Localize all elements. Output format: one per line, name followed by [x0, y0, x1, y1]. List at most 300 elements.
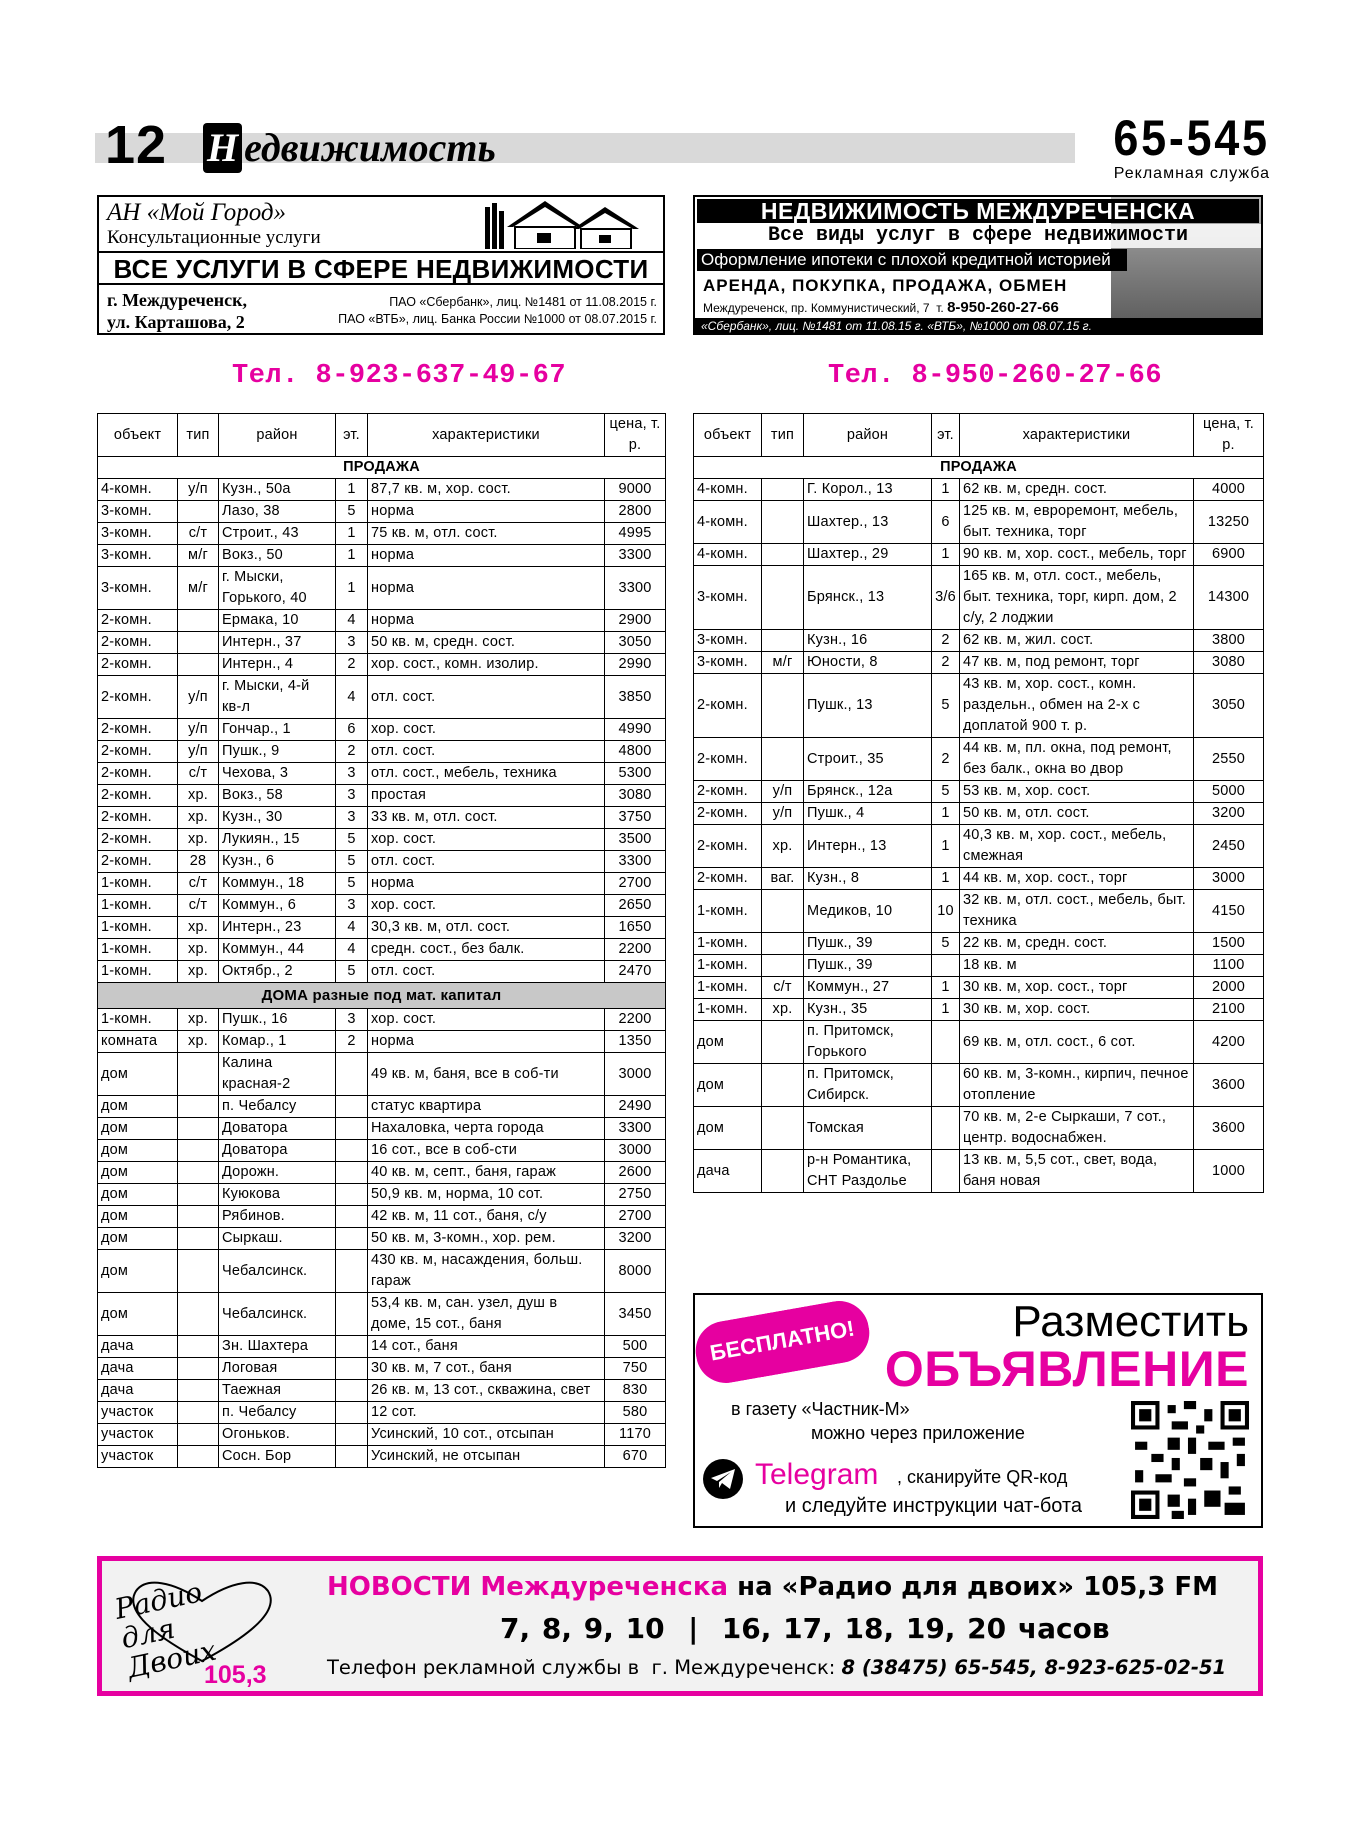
cell-type [178, 654, 219, 676]
cell-type [178, 1096, 219, 1118]
cell-price: 3300 [605, 545, 666, 567]
cell-floor: 10 [932, 890, 960, 933]
cell-features: отл. сост. [368, 676, 605, 719]
table-row [98, 479, 666, 501]
cell-object: дом [694, 1064, 762, 1107]
table-row [98, 763, 666, 785]
cell-features: 40 кв. м, септ., баня, гараж [368, 1162, 605, 1184]
phone-left: Тел. 8-923-637-49-67 [232, 361, 567, 391]
cell-features: 47 кв. м, под ремонт, торг [960, 652, 1194, 674]
cell-features: норма [368, 1031, 605, 1053]
cell-features: норма [368, 567, 605, 610]
cell-features: 70 кв. м, 2-е Сыркаши, 7 сот., центр. водоснабжен. [960, 1107, 1194, 1150]
cell-floor [932, 1107, 960, 1150]
section-header-row [98, 983, 666, 1009]
cell-price: 1170 [605, 1424, 666, 1446]
table-row [98, 1293, 666, 1336]
cell-price: 4990 [605, 719, 666, 741]
page-number: 12 [105, 115, 168, 175]
cell-features: хор. сост. [368, 829, 605, 851]
table-row [98, 1228, 666, 1250]
cell-price: 2800 [605, 501, 666, 523]
cell-floor: 2 [336, 1031, 368, 1053]
cell-features: хор. сост., комн. изолир. [368, 654, 605, 676]
cell-object: 4-комн. [694, 479, 762, 501]
cell-type [178, 1228, 219, 1250]
cell-object: 2-комн. [98, 741, 178, 763]
cell-price: 670 [605, 1446, 666, 1468]
cell-features: отл. сост. [368, 961, 605, 983]
agency-address [107, 289, 247, 333]
agency-left-ad [97, 195, 665, 335]
cell-floor: 5 [336, 829, 368, 851]
cell-type [762, 738, 804, 781]
cell-features: Усинский, не отсыпан [368, 1446, 605, 1468]
cell-type [762, 544, 804, 566]
promo-box [693, 1293, 1263, 1528]
cell-price: 1500 [1194, 933, 1264, 955]
cell-object: 2-комн. [98, 676, 178, 719]
qr-code-icon[interactable] [1131, 1401, 1249, 1519]
cell-floor [932, 1150, 960, 1193]
cell-price: 2600 [605, 1162, 666, 1184]
cell-district: Октябр., 2 [219, 961, 336, 983]
cell-object: участок [98, 1402, 178, 1424]
table-row [98, 1424, 666, 1446]
col-type: тип [762, 414, 804, 457]
cell-type: 28 [178, 851, 219, 873]
cell-object: 2-комн. [694, 803, 762, 825]
table-row [694, 955, 1264, 977]
cell-type [762, 955, 804, 977]
cell-district: Интерн., 37 [219, 632, 336, 654]
table-row [98, 807, 666, 829]
left-table-body [98, 457, 666, 1468]
cell-type [178, 610, 219, 632]
cell-floor [336, 1380, 368, 1402]
radio-phone-numbers: 8 (38475) 65-545, 8-923-625-02-51 [841, 1656, 1227, 1679]
cell-object: 1-комн. [98, 939, 178, 961]
cell-features: статус квартира [368, 1096, 605, 1118]
table-row [98, 917, 666, 939]
cell-object: дом [98, 1096, 178, 1118]
cell-type [178, 1358, 219, 1380]
cell-type [178, 1446, 219, 1468]
cell-price: 2650 [605, 895, 666, 917]
cell-district: Коммун., 18 [219, 873, 336, 895]
cell-type [178, 1424, 219, 1446]
cell-object: 2-комн. [694, 825, 762, 868]
cell-district: Пушк., 4 [804, 803, 932, 825]
section-header: ПРОДАЖА [98, 457, 666, 479]
cell-object: 4-комн. [694, 501, 762, 544]
cell-type [762, 890, 804, 933]
table-row [98, 1162, 666, 1184]
cell-object: 3-комн. [98, 501, 178, 523]
cell-price: 2700 [605, 1206, 666, 1228]
cell-type: у/п [762, 781, 804, 803]
table-row [694, 999, 1264, 1021]
cell-type [762, 566, 804, 630]
cell-district: Рябинов. [219, 1206, 336, 1228]
cell-type [178, 1053, 219, 1096]
cell-district: Кузн., 30 [219, 807, 336, 829]
cell-type [762, 1150, 804, 1193]
cell-district: Кузн., 16 [804, 630, 932, 652]
radio-news-line [327, 1569, 1218, 1605]
cell-object: 1-комн. [98, 917, 178, 939]
promo-line5: и следуйте инструкции чат-бота [785, 1495, 1083, 1517]
listings-table-left [97, 413, 666, 1468]
radio-news-pink: НОВОСТИ Междуреченска [327, 1572, 729, 1602]
col-features: характеристики [960, 414, 1194, 457]
section-header: ДОМА разные под мат. капитал [98, 983, 666, 1009]
table-row [98, 1446, 666, 1468]
cell-features: отл. сост. [368, 851, 605, 873]
cell-price: 2200 [605, 1009, 666, 1031]
table-row [694, 977, 1264, 999]
cell-features: 33 кв. м, отл. сост. [368, 807, 605, 829]
cell-type [762, 1107, 804, 1150]
cell-object: дача [98, 1336, 178, 1358]
agency-right-address [703, 300, 1059, 316]
cell-district: Интерн., 4 [219, 654, 336, 676]
cell-district: Кузн., 8 [804, 868, 932, 890]
cell-type: с/т [762, 977, 804, 999]
cell-type [762, 479, 804, 501]
cell-floor: 1 [932, 825, 960, 868]
listings-table-right [693, 413, 1264, 1193]
cell-price: 3600 [1194, 1107, 1264, 1150]
table-row [98, 1009, 666, 1031]
cell-floor [336, 1053, 368, 1096]
col-type: тип [178, 414, 219, 457]
cell-district: Сыркаш. [219, 1228, 336, 1250]
cell-floor [932, 955, 960, 977]
ad-service-label: Рекламная служба [1113, 165, 1270, 182]
cell-features: 26 кв. м, 13 сот., скважина, свет [368, 1380, 605, 1402]
cell-features: 75 кв. м, отл. сост. [368, 523, 605, 545]
cell-district: Куюкова [219, 1184, 336, 1206]
cell-features: 44 кв. м, хор. сост., торг [960, 868, 1194, 890]
cell-features: 12 сот. [368, 1402, 605, 1424]
cell-district: Вокз., 50 [219, 545, 336, 567]
cell-object: 2-комн. [694, 738, 762, 781]
cell-district: Пушк., 16 [219, 1009, 336, 1031]
cell-floor [336, 1118, 368, 1140]
cell-features: 50,9 кв. м, норма, 10 сот. [368, 1184, 605, 1206]
cell-features: 18 кв. м [960, 955, 1194, 977]
table-row [98, 1250, 666, 1293]
table-row [98, 1402, 666, 1424]
cell-object: дача [694, 1150, 762, 1193]
cell-floor: 3 [336, 632, 368, 654]
table-row [98, 676, 666, 719]
cell-floor: 5 [336, 501, 368, 523]
agency-address-line2: ул. Карташова, 2 [107, 312, 245, 332]
cell-price: 2900 [605, 610, 666, 632]
table-row [98, 1206, 666, 1228]
cell-floor: 2 [932, 652, 960, 674]
table-row [98, 785, 666, 807]
cell-floor: 4 [336, 917, 368, 939]
cell-features: 30 кв. м, хор. сост. [960, 999, 1194, 1021]
cell-object: дача [98, 1358, 178, 1380]
cell-floor: 1 [932, 544, 960, 566]
cell-floor: 2 [336, 654, 368, 676]
cell-features: 62 кв. м, средн. сост. [960, 479, 1194, 501]
cell-type: у/п [762, 803, 804, 825]
cell-floor: 5 [932, 781, 960, 803]
radio-phone-prefix: Телефон рекламной службы в г. Междуреченск: [327, 1656, 842, 1679]
cell-price: 1100 [1194, 955, 1264, 977]
cell-features: норма [368, 873, 605, 895]
cell-district: Строит., 35 [804, 738, 932, 781]
cell-floor: 5 [336, 851, 368, 873]
cell-features: 30 кв. м, хор. сост., торг [960, 977, 1194, 999]
table-row [98, 501, 666, 523]
radio-frequency: 105,3 [204, 1661, 267, 1689]
cell-floor: 4 [336, 610, 368, 632]
cell-price: 3800 [1194, 630, 1264, 652]
cell-district: Кузн., 35 [804, 999, 932, 1021]
cell-object: 3-комн. [694, 566, 762, 630]
cell-features: 53 кв. м, хор. сост. [960, 781, 1194, 803]
cell-features: 125 кв. м, евроремонт, мебель, быт. техника, торг [960, 501, 1194, 544]
houses-icon [483, 199, 643, 249]
col-floor: эт. [932, 414, 960, 457]
cell-price: 4200 [1194, 1021, 1264, 1064]
cell-price: 3300 [605, 1118, 666, 1140]
table-row [98, 895, 666, 917]
table-row [98, 523, 666, 545]
cell-floor [336, 1140, 368, 1162]
col-district: район [219, 414, 336, 457]
mortgage-line: Оформление ипотеки с плохой кредитной историей [697, 249, 1127, 271]
cell-district: Строит., 43 [219, 523, 336, 545]
cell-price: 3500 [605, 829, 666, 851]
cell-district: Калина красная-2 [219, 1053, 336, 1096]
cell-district: Интерн., 23 [219, 917, 336, 939]
cell-object: дом [98, 1293, 178, 1336]
phone-right: Тел. 8-950-260-27-66 [828, 361, 1163, 391]
cell-floor: 5 [932, 933, 960, 955]
section-header: ПРОДАЖА [694, 457, 1264, 479]
cell-object: дача [98, 1380, 178, 1402]
table-row [694, 1021, 1264, 1064]
cell-district: Пушк., 9 [219, 741, 336, 763]
promo-line1: Разместить [1012, 1297, 1249, 1346]
cell-price: 13250 [1194, 501, 1264, 544]
cell-floor: 3 [336, 807, 368, 829]
cell-type [178, 1162, 219, 1184]
cell-type [178, 1380, 219, 1402]
cell-district: Доватора [219, 1118, 336, 1140]
col-price: цена, т. р. [605, 414, 666, 457]
agency-subtitle: Консультационные услуги [107, 227, 321, 248]
cell-district: Чебалсинск. [219, 1293, 336, 1336]
cell-district: п. Притомск, Сибирск. [804, 1064, 932, 1107]
cell-features: 165 кв. м, отл. сост., мебель, быт. техника, торг, кирп. дом, 2 с/у, 2 лоджии [960, 566, 1194, 630]
table-row [694, 630, 1264, 652]
cell-object: 4-комн. [98, 479, 178, 501]
cell-features: 30,3 кв. м, отл. сост. [368, 917, 605, 939]
cell-price: 3200 [1194, 803, 1264, 825]
cell-price: 1350 [605, 1031, 666, 1053]
cell-floor [336, 1228, 368, 1250]
cell-features: хор. сост. [368, 895, 605, 917]
cell-object: 1-комн. [694, 933, 762, 955]
cell-district: г. Мыски, 4-й кв-л [219, 676, 336, 719]
cell-type [762, 1064, 804, 1107]
cell-price: 2700 [605, 873, 666, 895]
operations-line: АРЕНДА, ПОКУПКА, ПРОДАЖА, ОБМЕН [703, 276, 1068, 295]
cell-price: 830 [605, 1380, 666, 1402]
cell-floor: 1 [336, 545, 368, 567]
cell-floor: 1 [932, 803, 960, 825]
agency-right-subtitle: Все виды услуг в сфере недвижимости [695, 224, 1261, 248]
cell-object: 2-комн. [98, 763, 178, 785]
promo-line4: можно через приложение [811, 1423, 1025, 1443]
cell-price: 2450 [1194, 825, 1264, 868]
cell-floor: 3 [336, 1009, 368, 1031]
cell-type: хр. [178, 917, 219, 939]
right-table-body [694, 457, 1264, 1193]
cell-object: 2-комн. [694, 674, 762, 738]
cell-district: п. Чебалсу [219, 1402, 336, 1424]
cell-district: Вокз., 58 [219, 785, 336, 807]
telegram-icon [703, 1459, 743, 1499]
cell-type [178, 1118, 219, 1140]
table-row [694, 1150, 1264, 1193]
cell-floor [932, 1021, 960, 1064]
cell-features: 42 кв. м, 11 сот., баня, с/у [368, 1206, 605, 1228]
cell-price: 1650 [605, 917, 666, 939]
cell-type: хр. [178, 939, 219, 961]
page-header [95, 110, 1270, 183]
cell-type [178, 1336, 219, 1358]
cell-floor [336, 1184, 368, 1206]
ad-service-phone: 65-545 [1113, 110, 1270, 166]
cell-price: 2990 [605, 654, 666, 676]
table-row [98, 1140, 666, 1162]
cell-object: участок [98, 1424, 178, 1446]
cell-price: 3080 [605, 785, 666, 807]
cell-price: 3300 [605, 567, 666, 610]
table-row [694, 738, 1264, 781]
cell-features: 49 кв. м, баня, все в соб-ти [368, 1053, 605, 1096]
cell-type [178, 632, 219, 654]
cell-object: 1-комн. [98, 961, 178, 983]
table-row [98, 610, 666, 632]
cell-features: Нахаловка, черта города [368, 1118, 605, 1140]
cell-floor: 1 [932, 999, 960, 1021]
cell-features: 62 кв. м, жил. сост. [960, 630, 1194, 652]
cell-district: Ермака, 10 [219, 610, 336, 632]
cell-floor [336, 1446, 368, 1468]
cell-price: 2490 [605, 1096, 666, 1118]
section-title-rest: едвижимость [244, 125, 496, 170]
cell-features: 430 кв. м, насаждения, больш. гараж [368, 1250, 605, 1293]
cell-floor: 4 [336, 939, 368, 961]
cell-object: 2-комн. [98, 785, 178, 807]
table-row [98, 632, 666, 654]
col-object: объект [98, 414, 178, 457]
cell-price: 5000 [1194, 781, 1264, 803]
cell-object: дом [98, 1140, 178, 1162]
cell-price: 3850 [605, 676, 666, 719]
cell-object: дом [98, 1184, 178, 1206]
cell-price: 3200 [605, 1228, 666, 1250]
cell-object: 3-комн. [694, 630, 762, 652]
cell-object: 1-комн. [694, 999, 762, 1021]
cell-object: 1-комн. [98, 873, 178, 895]
cell-price: 2470 [605, 961, 666, 983]
cell-district: Коммун., 27 [804, 977, 932, 999]
cell-price: 2550 [1194, 738, 1264, 781]
agency-license [338, 294, 657, 328]
cell-type: ваг. [762, 868, 804, 890]
cell-type: хр. [762, 825, 804, 868]
cell-features: хор. сост. [368, 1009, 605, 1031]
cell-type: у/п [178, 719, 219, 741]
cell-features: 22 кв. м, средн. сост. [960, 933, 1194, 955]
cell-price: 4150 [1194, 890, 1264, 933]
col-price: цена, т. р. [1194, 414, 1264, 457]
cell-object: 1-комн. [694, 890, 762, 933]
cell-district: Брянск., 13 [804, 566, 932, 630]
col-district: район [804, 414, 932, 457]
cell-features: отл. сост. [368, 741, 605, 763]
address-text: Междуреченск, пр. Коммунистический, 7 [703, 301, 930, 315]
cell-floor: 1 [932, 977, 960, 999]
cell-price: 3600 [1194, 1064, 1264, 1107]
cell-floor [336, 1096, 368, 1118]
cell-object: 3-комн. [98, 523, 178, 545]
cell-price: 3750 [605, 807, 666, 829]
cell-price: 8000 [605, 1250, 666, 1293]
cell-floor: 2 [932, 738, 960, 781]
cell-features: 50 кв. м, отл. сост. [960, 803, 1194, 825]
cell-district: п. Чебалсу [219, 1096, 336, 1118]
cell-price: 9000 [605, 479, 666, 501]
cell-object: 2-комн. [98, 654, 178, 676]
cell-type: хр. [178, 785, 219, 807]
table-row [694, 1064, 1264, 1107]
cell-price: 750 [605, 1358, 666, 1380]
cell-district: Г. Корол., 13 [804, 479, 932, 501]
section-title-initial: Н [203, 123, 242, 173]
cell-price: 6900 [1194, 544, 1264, 566]
cell-price: 4000 [1194, 479, 1264, 501]
table-row [694, 868, 1264, 890]
cell-district: Коммун., 6 [219, 895, 336, 917]
cell-features: 43 кв. м, хор. сост., комн. раздельн., обмен на 2-х с доплатой 900 т. р. [960, 674, 1194, 738]
cell-object: 3-комн. [98, 545, 178, 567]
cell-floor [336, 1424, 368, 1446]
cell-features: 53,4 кв. м, сан. узел, душ в доме, 15 сот., баня [368, 1293, 605, 1336]
cell-district: Кузн., 50а [219, 479, 336, 501]
cell-district: Интерн., 13 [804, 825, 932, 868]
table-row [98, 829, 666, 851]
cell-district: Медиков, 10 [804, 890, 932, 933]
cell-price: 2200 [605, 939, 666, 961]
cell-object: 2-комн. [98, 719, 178, 741]
cell-district: Зн. Шахтера [219, 1336, 336, 1358]
cell-floor: 3/6 [932, 566, 960, 630]
cell-features: 44 кв. м, пл. окна, под ремонт, без балк., окна во двор [960, 738, 1194, 781]
cell-type: с/т [178, 523, 219, 545]
